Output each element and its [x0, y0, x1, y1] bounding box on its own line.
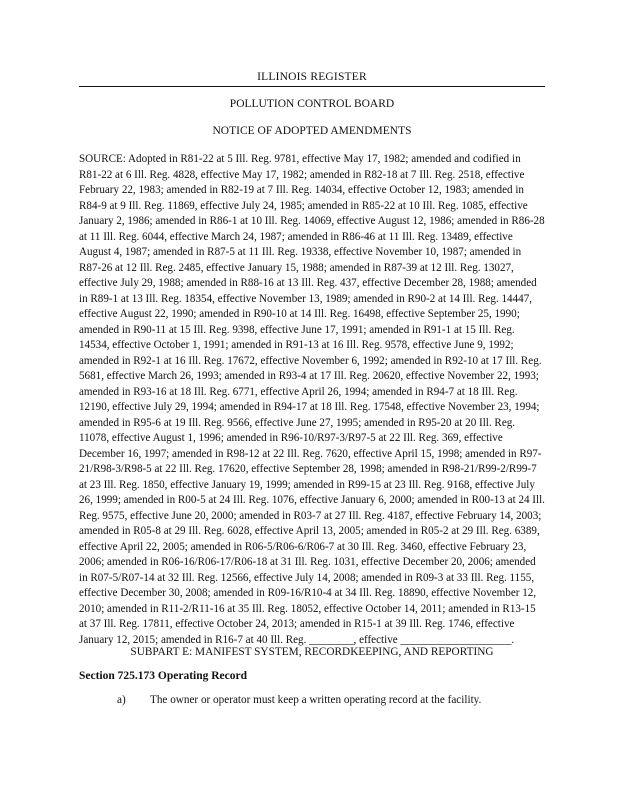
- register-title: ILLINOIS REGISTER: [257, 71, 367, 83]
- notice-title: NOTICE OF ADOPTED AMENDMENTS: [212, 125, 412, 137]
- board-title: POLLUTION CONTROL BOARD: [229, 98, 395, 110]
- header-rule: [79, 86, 545, 87]
- paragraph-label: a): [117, 694, 126, 706]
- paragraph-a: [117, 693, 547, 707]
- source-note: SOURCE: Adopted in R81-22 at 5 Ill. Reg. 9781, effective May 17, 1982; amended and codified in R81-22 at 6 Ill. Reg. 4828, effective May 17, 1982; amended in R82-18 at 7 Ill. Reg. 2518, effective February 22, 1983; amended in R82-19 at 7 Ill. Reg. 14034, effective October 12, 1983; amended in R84-9 at 9 Ill. Reg. 11869, effective July 24, 1985; amended in R85-22 at 10 Ill. Reg. 1085, effective January 2, 1986; amended in R86-1 at 10 Ill. Reg. 14069, effective August 12, 1986; amended in R86-28 at 11 Ill. Reg. 6044, effective March 24, 1987; amended in R86-46 at 11 Ill. Reg. 13489, effective August 4, 1987; amended in R87-5 at 11 Ill. Reg. 19338, effective November 10, 1987; amended in R87-26 at 12 Ill. Reg. 2485, effective January 15, 1988; amended in R87-39 at 12 Ill. Reg. 13027, effective July 29, 1988; amended in R88-16 at 13 Ill. Reg. 437, effective December 28, 1988; amended in R89-1 at 13 Ill. Reg. 18354, effective November 13, 1989; amended in R90-2 at 14 Ill. Reg. 14447, effective August 22, 1990; amended in R90-10 at 14 Ill. Reg. 16498, effective September 25, 1990; amended in R90-11 at 15 Ill. Reg. 9398, effective June 17, 1991; amended in R91-1 at 15 Ill. Reg. 14534, effective October 1, 1991; amended in R91-13 at 16 Ill. Reg. 9578, effective June 9, 1992; amended in R92-1 at 16 Ill. Reg. 17672, effective November 6, 1992; amended in R92-10 at 17 Ill. Reg. 5681, effective March 26, 1993; amended in R93-4 at 17 Ill. Reg. 20620, effective November 22, 1993; amended in R93-16 at 18 Ill. Reg. 6771, effective April 26, 1994; amended in R94-7 at 18 Ill. Reg. 12190, effective July 29, 1994; amended in R94-17 at 18 Ill. Reg. 17548, effective November 23, 1994; amended in R95-6 at 19 Ill. Reg. 9566, effective June 27, 1995; amended in R95-20 at 20 Ill. Reg. 11078, effective August 1, 1996; amended in R96-10/R97-3/R97-5 at 22 Ill. Reg. 369, effective December 16, 1997; amended in R98-12 at 22 Ill. Reg. 7620, effective April 15, 1998; amended in R97-21/R98-3/R98-5 at 22 Ill. Reg. 17620, effective September 28, 1998; amended in R98-21/R99-2/R99-7 at 23 Ill. Reg. 1850, effective January 19, 1999; amended in R99-15 at 23 Ill. Reg. 9168, effective July 26, 1999; amended in R00-5 at 24 Ill. Reg. 1076, effective January 6, 2000; amended in R00-13 at 24 Ill. Reg. 9575, effective June 20, 2000; amended in R03-7 at 27 Ill. Reg. 4187, effective February 14, 2003; amended in R05-8 at 29 Ill. Reg. 6028, effective April 13, 2005; amended in R05-2 at 29 Ill. Reg. 6389, effective April 22, 2005; amended in R06-5/R06-6/R06-7 at 30 Ill. Reg. 3460, effective February 23, 2006; amended in R06-16/R06-17/R06-18 at 31 Ill. Reg. 1031, effective December 20, 2006; amended in R07-5/R07-14 at 32 Ill. Reg. 12566, effective July 14, 2008; amended in R09-3 at 33 Ill. Reg. 1155, effective December 30, 2008; amended in R09-16/R10-4 at 34 Ill. Reg. 18890, effective November 12, 2010; amended in R11-2/R11-16 at 35 Ill. Reg. 18052, effective October 14, 2011; amended in R13-15 at 37 Ill. Reg. 17811, effective October 24, 2013; amended in R15-1 at 39 Ill. Reg. 1746, effective January 12, 2015; amended in R16-7 at 40 Ill. Reg. ________, effective ____________________.: [79, 153, 545, 646]
- paragraph-text: The owner or operator must keep a written operating record at the facility.: [150, 694, 482, 706]
- subpart-heading: SUBPART E: MANIFEST SYSTEM, RECORDKEEPING, AND REPORTING: [130, 646, 494, 658]
- section-heading: Section 725.173 Operating Record: [79, 670, 248, 682]
- register-header: [79, 70, 545, 84]
